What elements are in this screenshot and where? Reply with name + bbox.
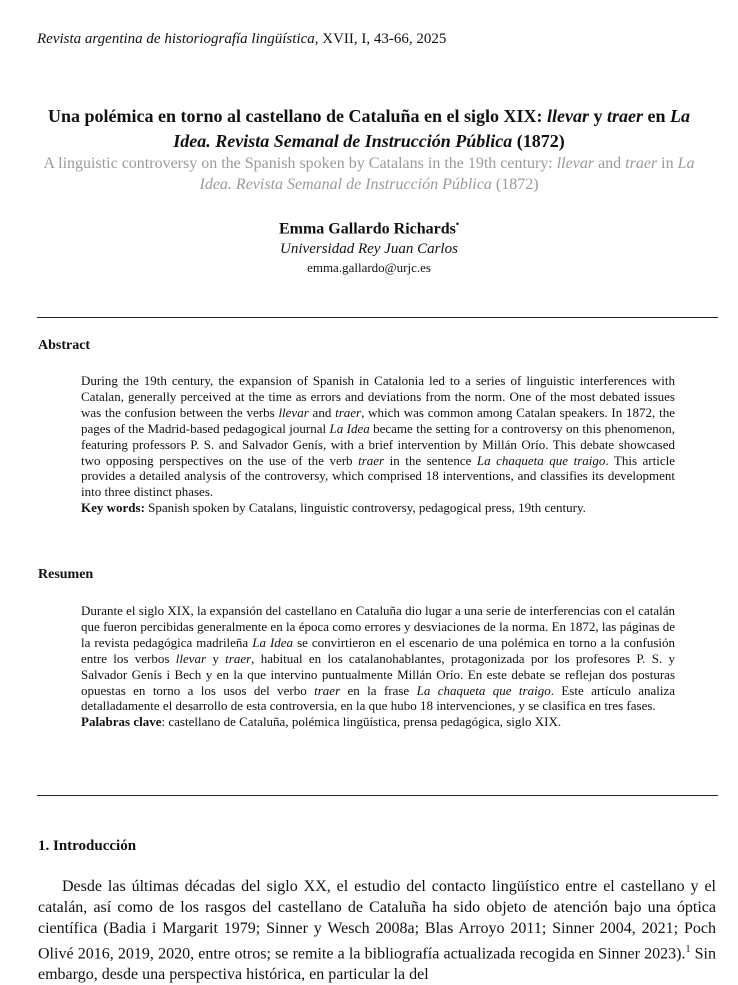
resumen-text: se convirtieron en el escenario de una polémica en torno a la confusión entre los verbos <box>81 634 675 666</box>
abstract-body <box>81 373 675 516</box>
title-text: (1872) <box>512 131 565 151</box>
resumen-italic: llevar <box>175 650 207 666</box>
subtitle-text: (1872) <box>491 176 539 193</box>
title-italic: traer <box>607 106 643 126</box>
running-header <box>37 31 446 48</box>
title-text: y <box>589 106 607 126</box>
resumen-heading: Resumen <box>38 567 94 582</box>
abstract-text: and <box>308 404 336 420</box>
journal-issue: , XVII, I, 43-66, 2025 <box>314 31 447 47</box>
abstract-text: During the 19th century, the expansion of Spanish in Catalonia led to a series of linguistic interferences with Catalan, generally perceived at the time as errors and deviations from the norm. One of the most debated issues was the confusion between the verbs <box>81 373 675 420</box>
resumen-text: en la frase <box>340 682 417 698</box>
subtitle-text: and <box>594 155 626 172</box>
palabras-clave-text: : castellano de Cataluña, polémica lingüística, prensa pedagógica, siglo XIX. <box>161 714 562 730</box>
abstract-text: , which was common among Catalan speakers. In 1872, the pages of the Madrid-based pedagogical journal <box>81 404 675 436</box>
journal-name: Revista argentina de historiografía lingüística <box>37 31 315 47</box>
divider-top <box>37 317 718 318</box>
abstract-italic: La chaqueta que traigo <box>476 452 606 468</box>
divider-bottom <box>37 795 718 796</box>
resumen-text: y <box>206 650 226 666</box>
subtitle-italic: llevar <box>556 155 595 172</box>
resumen-italic: La Idea <box>252 634 294 650</box>
article-subtitle <box>30 153 708 195</box>
resumen-text: , habitual en los catalanohablantes, protagonizada por los profesores P. S. y Salvador Genís i Bech y en la que intervino puntualmente Millán Orío. En este debate se reflejan dos posturas opuestas en torno a los usos del verbo <box>81 650 675 698</box>
author-email: emma.gallardo@urjc.es <box>307 260 431 275</box>
abstract-italic: traer <box>335 404 362 420</box>
article-title <box>30 104 708 154</box>
abstract-italic: La Idea <box>329 420 370 436</box>
title-italic: llevar <box>547 106 589 126</box>
intro-text: Sin embargo, desde una perspectiva histórica, en particular la del <box>38 945 716 984</box>
author-name-text: Emma Gallardo Richards <box>278 220 456 238</box>
section-heading-introduccion: 1. Introducción <box>38 838 137 854</box>
resumen-italic: traer <box>225 650 252 666</box>
intro-paragraph <box>38 876 716 985</box>
subtitle-text: A linguistic controversy on the Spanish spoken by Catalans in the 19th century: <box>43 155 557 172</box>
abstract-text: . This article provides a detailed analysis of the controversy, which comprised 18 interventions, and classifies its development into three distinct phases. <box>81 452 676 500</box>
abstract-heading: Abstract <box>38 338 91 353</box>
subtitle-text: in <box>657 155 678 172</box>
abstract-italic: traer <box>358 452 385 468</box>
intro-text: Desde las últimas décadas del siglo XX, el estudio del contacto lingüístico entre el castellano y el catalán, así como de los rasgos del castellano de Cataluña ha sido objeto de atención bajo una óptica científica (Badia i Margarit 1979; Sinner y Wesch 2008a; Blas Arroyo 2011; Sinner 2004, 2021; Poch Olivé 2016, 2019, 2020, entre otros; se remite a la bibliografía actualizada recogida en Sinner 2023). <box>38 878 716 963</box>
abstract-text: became the setting for a controversy on this phenomenon, featuring professors P. S. and Salvador Genís, with a brief intervention by Millán Orío. This debate showcased two opposing perspectives on the use of the verb <box>81 420 675 468</box>
author-affiliation: Universidad Rey Juan Carlos <box>280 241 458 257</box>
resumen-italic: traer <box>314 682 341 698</box>
abstract-text: in the sentence <box>384 452 477 468</box>
author-name <box>0 219 738 238</box>
subtitle-italic: traer <box>625 155 658 172</box>
subtitle-italic: La Idea. Revista Semanal de Instrucción Pública <box>199 155 695 193</box>
resumen-text: . Este artículo analiza detalladamente el desarrollo de esta controversia, en la que hubo 18 intervenciones, y se clasifica en tres fases. <box>81 682 676 714</box>
title-text: en <box>643 106 670 126</box>
title-italic: La Idea. Revista Semanal de Instrucción Pública <box>173 106 690 151</box>
abstract-italic: llevar <box>278 404 309 420</box>
title-text: Una polémica en torno al castellano de Cataluña en el siglo XIX: <box>48 106 547 126</box>
author-footnote-mark: • <box>455 219 460 229</box>
resumen-italic: La chaqueta que traigo <box>416 682 551 698</box>
palabras-clave-label: Palabras clave <box>81 714 162 730</box>
keywords-text: Spanish spoken by Catalans, linguistic controversy, pedagogical press, 19th century. <box>144 500 586 516</box>
footnote-ref[interactable]: 1 <box>685 944 691 955</box>
resumen-text: Durante el siglo XIX, la expansión del castellano en Cataluña dio lugar a una serie de interferencias con el catalán que fueron percibidas generalmente en la época como errores y desviaciones de la norma. En 1872, las páginas de la revista pedagógica madrileña <box>81 603 675 650</box>
resumen-body <box>81 603 675 730</box>
keywords-label: Key words: <box>81 500 145 516</box>
